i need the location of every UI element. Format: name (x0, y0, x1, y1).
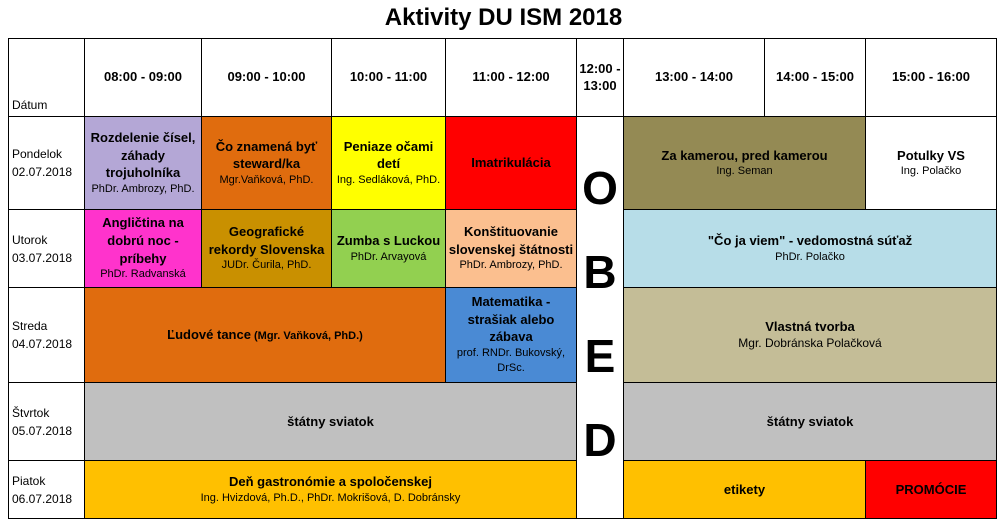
day-date: 02.07.2018 (12, 165, 73, 179)
activity-vlastna-tvorba (624, 288, 997, 383)
holiday-afternoon (624, 383, 997, 461)
day-date: 04.07.2018 (12, 337, 73, 351)
day-row-tuesday (9, 210, 997, 288)
day-row-wednesday (9, 288, 997, 383)
header-row (9, 39, 997, 117)
page-title: Aktivity DU ISM 2018 (384, 4, 623, 31)
activity-anglictina (85, 210, 202, 288)
activity-person: (Mgr. Vaňková, PhD.) (254, 329, 363, 342)
activity-person: Mgr. Dobránska Polačková (738, 336, 882, 351)
activity-title: Ľudové tance (167, 326, 251, 342)
day-cell-monday (9, 117, 85, 210)
activity-title: štátny sviatok (766, 413, 854, 429)
day-cell-tuesday (9, 210, 85, 288)
activity-title: PROMÓCIE (895, 481, 967, 497)
activity-person: Mgr.Vaňková, PhD. (219, 173, 314, 186)
activity-potulky-vs (866, 117, 997, 210)
lunch-letter: B (583, 246, 617, 298)
activity-person: Ing. Sedláková, PhD. (336, 173, 441, 186)
activity-title: Angličtina na dobrú noc - príbehy (102, 215, 184, 266)
activity-title: Geografické rekordy Slovenska (208, 224, 325, 257)
time-header-0800: 08:00 - 09:00 (85, 39, 202, 117)
lunch-letter: O (582, 162, 618, 214)
activity-title: Rozdelenie čísel, záhady trojuholníka (90, 129, 196, 181)
activity-title: Potulky VS (897, 147, 965, 163)
activity-person: JUDr. Čurila, PhD. (221, 259, 312, 272)
activity-zumba (332, 210, 446, 288)
activity-title: Matematika - strašiak alebo zábava (467, 294, 555, 345)
activity-title: Za kamerou, pred kamerou (661, 147, 828, 163)
activity-person: Ing. Polačko (900, 165, 962, 178)
activity-person: PhDr. Arvayová (350, 250, 427, 263)
day-row-friday (9, 461, 997, 519)
activity-za-kamerou (624, 117, 866, 210)
activity-konstituovanie (446, 210, 577, 288)
activity-peniaze (332, 117, 446, 210)
day-row-thursday (9, 383, 997, 461)
activity-title: Čo znamená byť steward/ka (215, 138, 318, 172)
day-name: Pondelok (12, 147, 63, 161)
day-name: Piatok (12, 473, 46, 488)
activity-co-ja-viem (624, 210, 997, 288)
lunch-letter: D (583, 414, 617, 466)
day-name: Štvrtok (12, 405, 50, 420)
activity-rozdelenie-cisel (85, 117, 202, 210)
activity-person: PhDr. Radvanská (100, 268, 186, 281)
activity-ludove-tance (85, 288, 446, 383)
day-date: 03.07.2018 (12, 250, 73, 265)
activity-person: prof. RNDr. Bukovský, DrSc. (456, 346, 566, 375)
day-date: 06.07.2018 (12, 491, 73, 506)
activity-den-gastronomie (85, 461, 577, 519)
time-header-1200: 12:00 - 13:00 (577, 39, 624, 117)
day-cell-friday (9, 461, 85, 519)
activity-geograficke-rekordy (202, 210, 332, 288)
activity-title: Konštituovanie slovenskej štátnosti (448, 224, 574, 257)
time-header-0900: 09:00 - 10:00 (202, 39, 332, 117)
activity-promocie (866, 461, 997, 519)
activity-matematika (446, 288, 577, 383)
activity-steward (202, 117, 332, 210)
activity-title: Peniaze očami detí (343, 138, 434, 172)
activity-title: etikety (723, 481, 766, 497)
schedule-table (8, 38, 997, 519)
activity-title: Zumba s Luckou (336, 233, 441, 249)
activity-title: Deň gastronómie a spoločenskej (228, 474, 432, 490)
holiday-morning (85, 383, 577, 461)
day-name: Utorok (12, 232, 48, 247)
activity-imatrikulacia (446, 117, 577, 210)
activity-title: "Čo ja viem" - vedomostná súťaž (707, 233, 913, 249)
activity-title: štátny sviatok (287, 413, 374, 429)
time-header-1300: 13:00 - 14:00 (624, 39, 765, 117)
activity-title: Imatrikulácia (471, 155, 551, 171)
time-header-1500: 15:00 - 16:00 (866, 39, 997, 117)
day-cell-thursday (9, 383, 85, 461)
lunch-letter: E (584, 330, 616, 382)
activity-person: PhDr. Ambrozy, PhD. (91, 182, 195, 195)
day-cell-wednesday (9, 288, 85, 383)
time-header-1400: 14:00 - 15:00 (765, 39, 866, 117)
day-date: 05.07.2018 (12, 423, 73, 438)
activity-person: Ing. Hvizdová, Ph.D., PhDr. Mokrišová, D. Dobránsky (200, 491, 461, 504)
day-row-monday (9, 117, 997, 210)
activity-person: PhDr. Polačko (775, 250, 845, 263)
activity-person: Ing. Seman (716, 165, 773, 178)
date-column-header: Dátum (9, 39, 85, 117)
day-name: Streda (12, 319, 48, 333)
lunch-break-column (577, 117, 624, 519)
activity-etikety (624, 461, 866, 519)
time-header-1100: 11:00 - 12:00 (446, 39, 577, 117)
activity-person: PhDr. Ambrozy, PhD. (459, 259, 563, 272)
time-header-1000: 10:00 - 11:00 (332, 39, 446, 117)
activity-title: Vlastná tvorba (765, 318, 855, 334)
